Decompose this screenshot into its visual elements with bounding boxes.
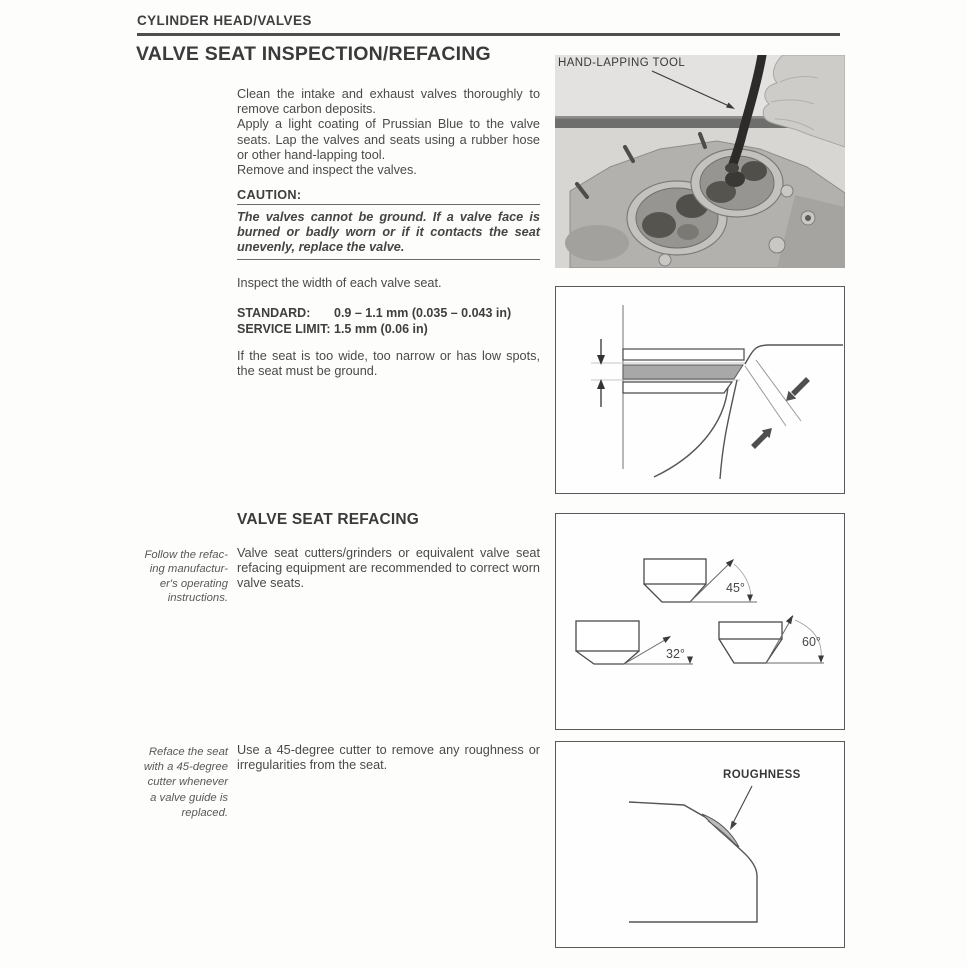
spec-row-standard <box>237 306 547 322</box>
standard-label: STANDARD: <box>237 306 311 320</box>
port-inner-curve <box>720 380 737 479</box>
caution-rule-top <box>237 204 540 205</box>
seat-band-upper <box>623 349 744 360</box>
paragraph: Apply a light coating of Prussian Blue to the valve seats. Lap the valves and seats using a rubber hose or other hand-lapping tool. <box>237 117 540 162</box>
grind-text: If the seat is too wide, too narrow or has low spots, the seat must be ground. <box>237 349 540 379</box>
seat-band-lower <box>623 382 732 393</box>
breadcrumb: CYLINDER HEAD/VALVES <box>137 13 312 28</box>
roughness-figure <box>555 741 845 948</box>
cutter-angles-figure <box>555 513 845 730</box>
caution-rule-bottom <box>237 259 540 260</box>
margin-note-reface45: Reface the seat with a 45-degree cutter whenever a valve guide is replaced. <box>143 746 228 819</box>
hand-lapping-photo <box>555 55 845 268</box>
service-limit-value: 1.5 mm (0.06 in) <box>334 321 428 336</box>
roughness-arrow <box>733 786 752 823</box>
seat-band-width <box>623 365 743 379</box>
angle-label-60: 60° <box>802 635 821 649</box>
standard-value: 0.9 – 1.1 mm (0.035 – 0.043 in) <box>334 306 512 320</box>
section-heading-refacing: VALVE SEAT REFACING <box>237 511 420 528</box>
paragraph: Clean the intake and exhaust valves thoroughly to remove carbon deposits. <box>237 87 540 117</box>
service-limit-label: SERVICE LIMIT: <box>237 321 331 336</box>
inspection-paragraphs <box>237 87 540 178</box>
refacing-body: Valve seat cutters/grinders or equivalent valve seat refacing equipment are recommended to correct worn valve seats. <box>237 546 540 591</box>
spec-table <box>237 306 547 338</box>
valve-seat-width-figure <box>555 286 845 494</box>
reface45-body: Use a 45-degree cutter to remove any roughness or irregularities from the seat. <box>237 743 540 773</box>
roughness-label: ROUGHNESS <box>723 769 801 781</box>
port-wall-line <box>745 345 843 364</box>
inspect-width-text: Inspect the width of each valve seat. <box>237 276 442 290</box>
page-title: VALVE SEAT INSPECTION/REFACING <box>136 43 491 65</box>
caution-label: CAUTION: <box>237 188 302 202</box>
margin-note-refacing: Follow the refac- ing manufactur- er's operating instructions. <box>144 549 228 605</box>
angle-label-45: 45° <box>726 581 745 595</box>
paragraph: Remove and inspect the valves. <box>237 163 417 178</box>
angle-label-32: 32° <box>666 647 685 661</box>
valve-face-curve <box>654 387 728 477</box>
seat-profile-line <box>629 802 757 922</box>
caution-text: The valves cannot be ground. If a valve face is burned or badly worn or if it contacts the seat unevenly, replace the valve. <box>237 210 540 254</box>
photo-callout-label: HAND-LAPPING TOOL <box>558 57 686 69</box>
header-rule <box>137 33 840 36</box>
spec-row-service-limit <box>237 322 547 338</box>
